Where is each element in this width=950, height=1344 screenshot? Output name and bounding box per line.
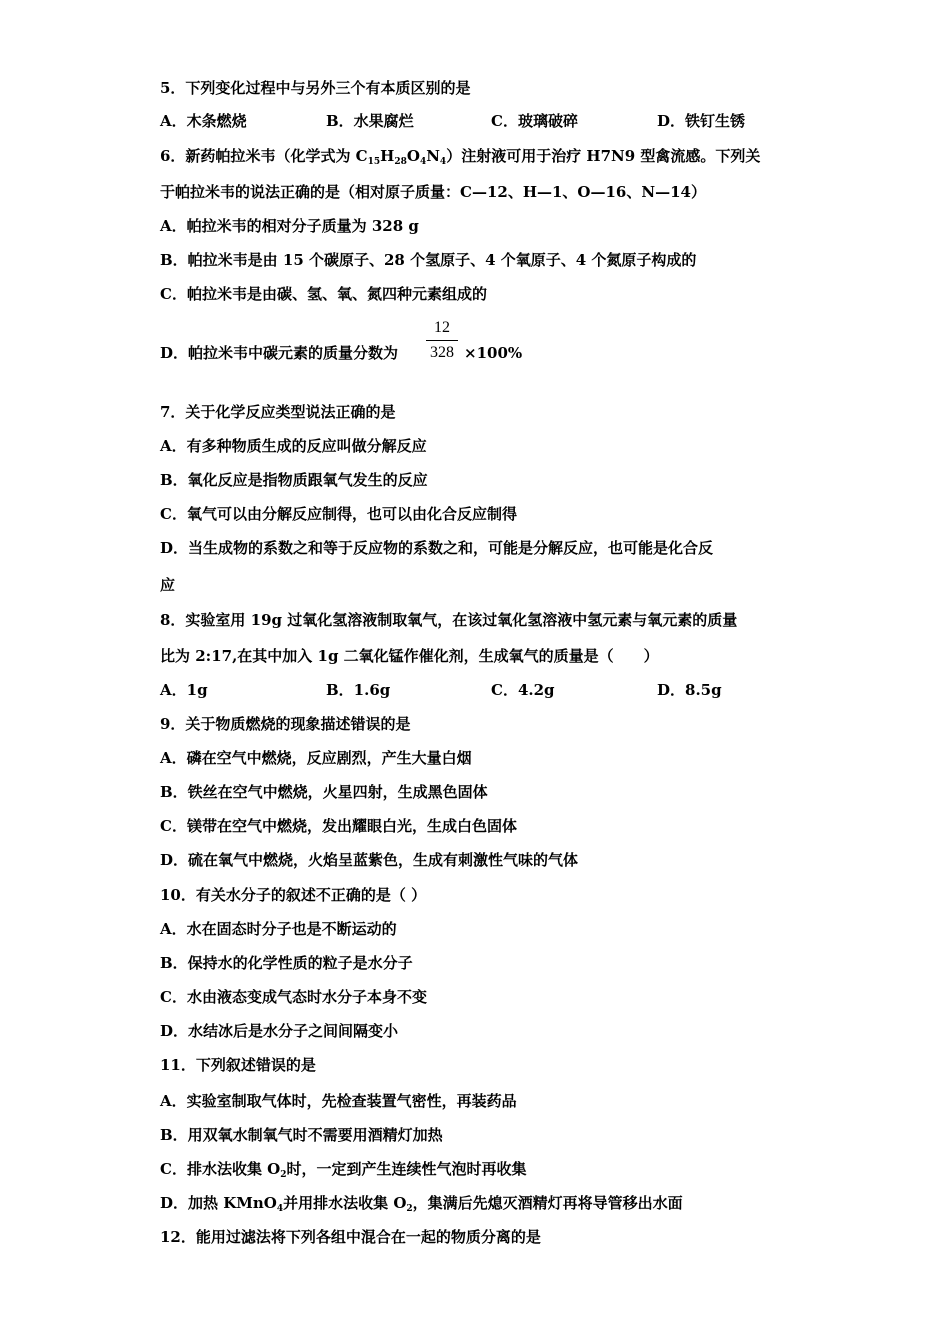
q6-option-d-suffix: ×100% <box>464 344 523 362</box>
q6-option-d-prefix: D．帕拉米韦中碳元素的质量分数为 <box>160 344 399 362</box>
q8-option-d: D．8.5g <box>657 681 722 699</box>
q7-option-a: A．有多种物质生成的反应叫做分解反应 <box>160 437 427 455</box>
q5-option-c: C．玻璃破碎 <box>491 112 578 130</box>
q10-stem: 10．有关水分子的叙述不正确的是（ ） <box>160 886 427 904</box>
q8-option-c: C．4.2g <box>491 681 555 699</box>
fraction-numerator: 12 <box>434 319 450 336</box>
q10-option-c: C．水由液态变成气态时水分子本身不变 <box>160 988 427 1006</box>
q6-option-a: A．帕拉米韦的相对分子质量为 328 g <box>160 217 419 235</box>
q6-stem-line1: 6．新药帕拉米韦（化学式为 $C_{15}H_{28}O_4N_4$）注射液可用于治疗 H7N9 型禽流感。下列关 <box>160 147 761 167</box>
q11-stem: 11．下列叙述错误的是 <box>160 1056 316 1074</box>
q5-stem: 5．下列变化过程中与另外三个有本质区别的是 <box>160 79 471 97</box>
q11-option-c: C．排水法收集 $O_2$时，一定到产生连续性气泡时再收集 <box>160 1160 527 1180</box>
q8-stem-line1: 8．实验室用 19g 过氧化氢溶液制取氧气，在该过氧化氢溶液中氢元素与氧元素的质量 <box>160 611 738 629</box>
q7-option-d-line2: 应 <box>160 576 176 594</box>
q12-stem: 12．能用过滤法将下列各组中混合在一起的物质分离的是 <box>160 1228 541 1246</box>
q6-stem-line2: 于帕拉米韦的说法正确的是（相对原子质量：C—12、H—1、O—16、N—14） <box>160 183 706 201</box>
q8-option-a: A．1g <box>160 681 208 699</box>
q8-stem-line2: 比为 2:17,在其中加入 1g 二氧化锰作催化剂，生成氧气的质量是（ ） <box>160 647 659 665</box>
q9-option-d: D．硫在氧气中燃烧，火焰呈蓝紫色，生成有刺激性气味的气体 <box>160 851 579 869</box>
q7-option-b: B．氧化反应是指物质跟氧气发生的反应 <box>160 471 428 489</box>
q6-option-b: B．帕拉米韦是由 15 个碳原子、28 个氢原子、4 个氧原子、4 个氮原子构成的 <box>160 251 697 269</box>
q7-stem: 7．关于化学反应类型说法正确的是 <box>160 403 396 421</box>
q9-option-a: A．磷在空气中燃烧，反应剧烈，产生大量白烟 <box>160 749 472 767</box>
q11-option-d: D．加热 KMnO$_4$并用排水法收集 $O_2$，集满后先熄灭酒精灯再将导管移出水面 <box>160 1194 683 1214</box>
q5-option-b: B．水果腐烂 <box>326 112 414 130</box>
q11-option-b: B．用双氧水制氧气时不需要用酒精灯加热 <box>160 1126 443 1144</box>
q6-option-d-fraction <box>426 318 458 363</box>
q10-option-d: D．水结冰后是水分子之间间隔变小 <box>160 1022 399 1040</box>
q10-option-b: B．保持水的化学性质的粒子是水分子 <box>160 954 413 972</box>
q8-option-b: B．1.6g <box>326 681 391 699</box>
q6-option-c: C．帕拉米韦是由碳、氢、氧、氮四种元素组成的 <box>160 285 487 303</box>
q10-option-a: A．水在固态时分子也是不断运动的 <box>160 920 397 938</box>
q9-option-c: C．镁带在空气中燃烧，发出耀眼白光，生成白色固体 <box>160 817 517 835</box>
q5-option-a: A．木条燃烧 <box>160 112 247 130</box>
q7-option-c: C．氧气可以由分解反应制得，也可以由化合反应制得 <box>160 505 517 523</box>
q11-option-a: A．实验室制取气体时，先检查装置气密性，再装药品 <box>160 1092 517 1110</box>
q5-option-d: D．铁钉生锈 <box>657 112 746 130</box>
q7-option-d-line1: D．当生成物的系数之和等于反应物的系数之和，可能是分解反应，也可能是化合反 <box>160 539 714 557</box>
q9-option-b: B．铁丝在空气中燃烧，火星四射，生成黑色固体 <box>160 783 488 801</box>
fraction-denominator: 328 <box>430 344 454 361</box>
q9-stem: 9．关于物质燃烧的现象描述错误的是 <box>160 715 411 733</box>
